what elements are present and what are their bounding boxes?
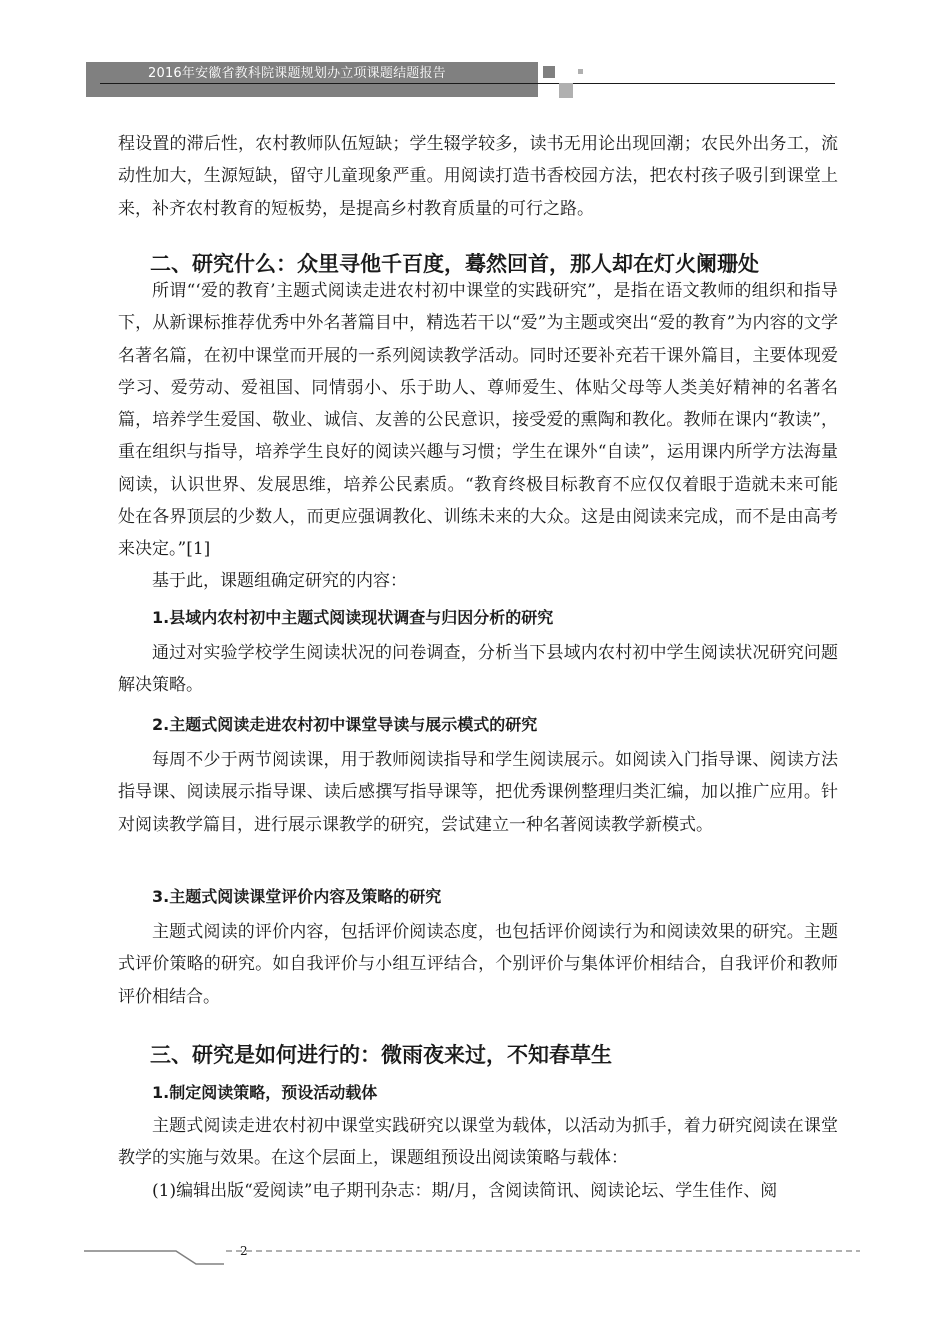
subsection-3-heading: 3.主题式阅读课堂评价内容及策略的研究 xyxy=(152,887,442,906)
subsection-2-heading: 2.主题式阅读走进农村初中课堂导读与展示模式的研究 xyxy=(152,715,538,734)
subsection-heading-strategy: 1.制定阅读策略，预设活动载体 xyxy=(152,1083,378,1102)
strategy-paragraph: 主题式阅读走进农村初中课堂实践研究以课堂为载体，以活动为抓手，着力研究阅读在课堂教学的实施与效果。在这个层面上，课题组预设出阅读策略与载体： xyxy=(118,1116,838,1169)
section-2-heading: 二、研究什么：众里寻他千百度，蓦然回首，那人却在灯火阑珊处 xyxy=(150,252,759,276)
section-3-heading: 三、研究是如何进行的：微雨夜来过，不知春草生 xyxy=(150,1043,612,1067)
header-rule xyxy=(100,83,835,84)
section-2-paragraph-2: 基于此，课题组确定研究的内容： xyxy=(152,571,407,591)
footer-rule xyxy=(84,1244,864,1272)
header-decor-square xyxy=(559,83,573,98)
running-header-title: 2016年安徽省教科院课题规划办立项课题结题报告 xyxy=(148,66,446,81)
subsection-3-paragraph: 主题式阅读的评价内容，包括评价阅读态度，也包括评价阅读行为和阅读效果的研究。主题式评价策略的研究。如自我评价与小组互评结合，个别评价与集体评价相结合，自我评价和教师评价相结合。 xyxy=(118,922,838,1007)
header-decor-square xyxy=(578,69,583,74)
subsection-2-paragraph: 每周不少于两节阅读课，用于教师阅读指导和学生阅读展示。如阅读入门指导课、阅读方法指导课、阅读展示指导课、读后感撰写指导课等，把优秀课例整理归类汇编，加以推广应用。针对阅读教学篇目，进行展示课教学的研究，尝试建立一种名著阅读教学新模式。 xyxy=(118,750,838,835)
paragraph-continued: 程设置的滞后性，农村教师队伍短缺；学生辍学较多，读书无用论出现回潮；农民外出务工，流动性加大，生源短缺，留守儿童现象严重。用阅读打造书香校园方法，把农村孩子吸引到课堂上来，补齐农村教育的短板势，是提高乡村教育质量的可行之路。 xyxy=(118,134,838,219)
header-decor-square xyxy=(543,66,555,78)
subsection-1-heading: 1.县域内农村初中主题式阅读现状调查与归因分析的研究 xyxy=(152,608,554,627)
subsection-1-paragraph: 通过对实验学校学生阅读状况的问卷调查，分析当下县域内农村初中学生阅读状况研究问题解决策略。 xyxy=(118,643,838,696)
page-number: 2 xyxy=(240,1244,248,1258)
strategy-list-item-1: (1)编辑出版“爱阅读”电子期刊杂志：期/月，含阅读简讯、阅读论坛、学生佳作、阅 xyxy=(152,1181,778,1201)
section-2-paragraph-1: 所谓“‘爱的教育’主题式阅读走进农村初中课堂的实践研究”，是指在语文教师的组织和指导下，从新课标推荐优秀中外名著篇目中，精选若干以“爱”为主题或突出“爱的教育”为内容的文学名著名篇，在初中课堂而开展的一系列阅读教学活动。同时还要补充若干课外篇目，主要体现爱学习、爱劳动、爱祖国、同情弱小、乐于助人、尊师爱生、体贴父母等人类美好精神的名著名篇，培养学生爱国、敬业、诚信、友善的公民意识，接受爱的熏陶和教化。教师在课内“教读”，重在组织与指导，培养学生良好的阅读兴趣与习惯；学生在课外“自读”，运用课内所学方法海量阅读，认识世界、发展思维，培养公民素质。“教育终极目标教育不应仅仅着眼于造就未来可能处在各界顶层的少数人，而更应强调教化、训练未来的大众。这是由阅读来完成，而不是由高考来决定。”[1] xyxy=(118,281,838,560)
